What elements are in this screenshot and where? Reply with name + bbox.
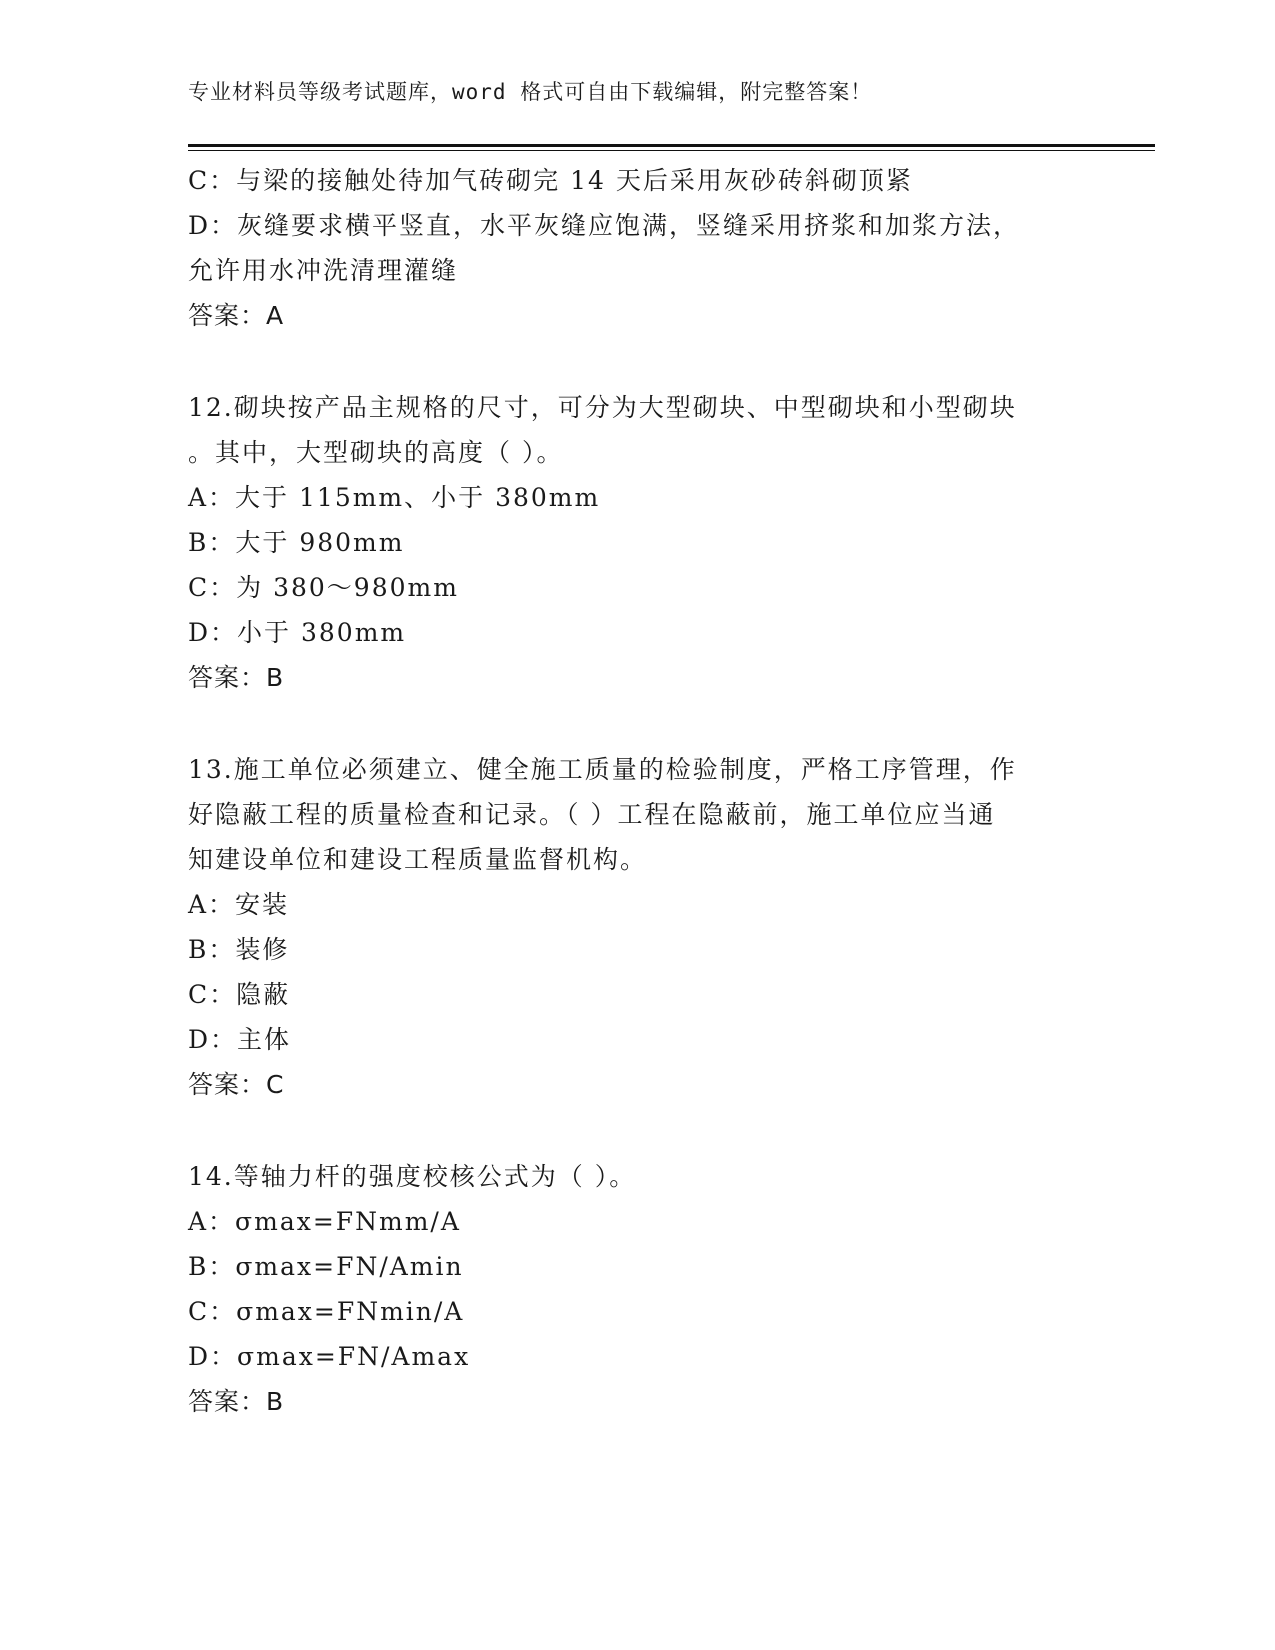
answer: 答案：C — [188, 1070, 285, 1099]
option-a: A：σmax=FNmm/A — [188, 1207, 461, 1236]
option-b: B：装修 — [188, 935, 290, 964]
page-header: 专业材料员等级考试题库，word 格式可自由下载编辑，附完整答案！ — [188, 80, 873, 104]
header-rule-thin — [188, 150, 1155, 151]
question-stem-line-1: 12.砌块按产品主规格的尺寸，可分为大型砌块、中型砌块和小型砌块 — [188, 393, 1017, 422]
question-stem-line-2: 好隐蔽工程的质量检查和记录。（ ）工程在隐蔽前，施工单位应当通 — [188, 800, 996, 829]
option-a: A：大于 115mm、小于 380mm — [188, 483, 601, 512]
option-a: A：安装 — [188, 890, 290, 919]
question-stem-line-2: 。其中，大型砌块的高度（ ）。 — [188, 438, 564, 467]
question-14 — [188, 1154, 1088, 1424]
spacer — [188, 700, 1088, 747]
option-d: D：σmax=FN/Amax — [188, 1342, 471, 1371]
option-b: B：大于 980mm — [188, 528, 405, 557]
option-c: C：隐蔽 — [188, 980, 291, 1009]
answer: 答案：B — [188, 663, 285, 692]
option-b: B：σmax=FN/Amin — [188, 1252, 464, 1281]
option-d-line-2: 允许用水冲洗清理灌缝 — [188, 256, 459, 285]
spacer — [188, 338, 1088, 385]
option-c: C：为 380～980mm — [188, 573, 459, 602]
option-d: D：小于 380mm — [188, 618, 407, 647]
option-c: C：与梁的接触处待加气砖砌完 14 天后采用灰砂砖斜砌顶紧 — [188, 166, 913, 195]
option-d: D：主体 — [188, 1025, 292, 1054]
header-rule-thick — [188, 144, 1155, 147]
question-stem: 14.等轴力杆的强度校核公式为（ ）。 — [188, 1162, 637, 1191]
question-13 — [188, 747, 1088, 1107]
question-stem-line-3: 知建设单位和建设工程质量监督机构。 — [188, 845, 648, 874]
option-c: C：σmax=FNmin/A — [188, 1297, 465, 1326]
option-d-line-1: D：灰缝要求横平竖直，水平灰缝应饱满，竖缝采用挤浆和加浆方法， — [188, 211, 1021, 240]
question-content — [188, 158, 1088, 1424]
question-11 — [188, 158, 1088, 338]
answer: 答案：B — [188, 1387, 285, 1416]
question-stem-line-1: 13.施工单位必须建立、健全施工质量的检验制度，严格工序管理，作 — [188, 755, 1017, 784]
answer: 答案：A — [188, 301, 285, 330]
question-12 — [188, 385, 1088, 700]
spacer — [188, 1107, 1088, 1154]
